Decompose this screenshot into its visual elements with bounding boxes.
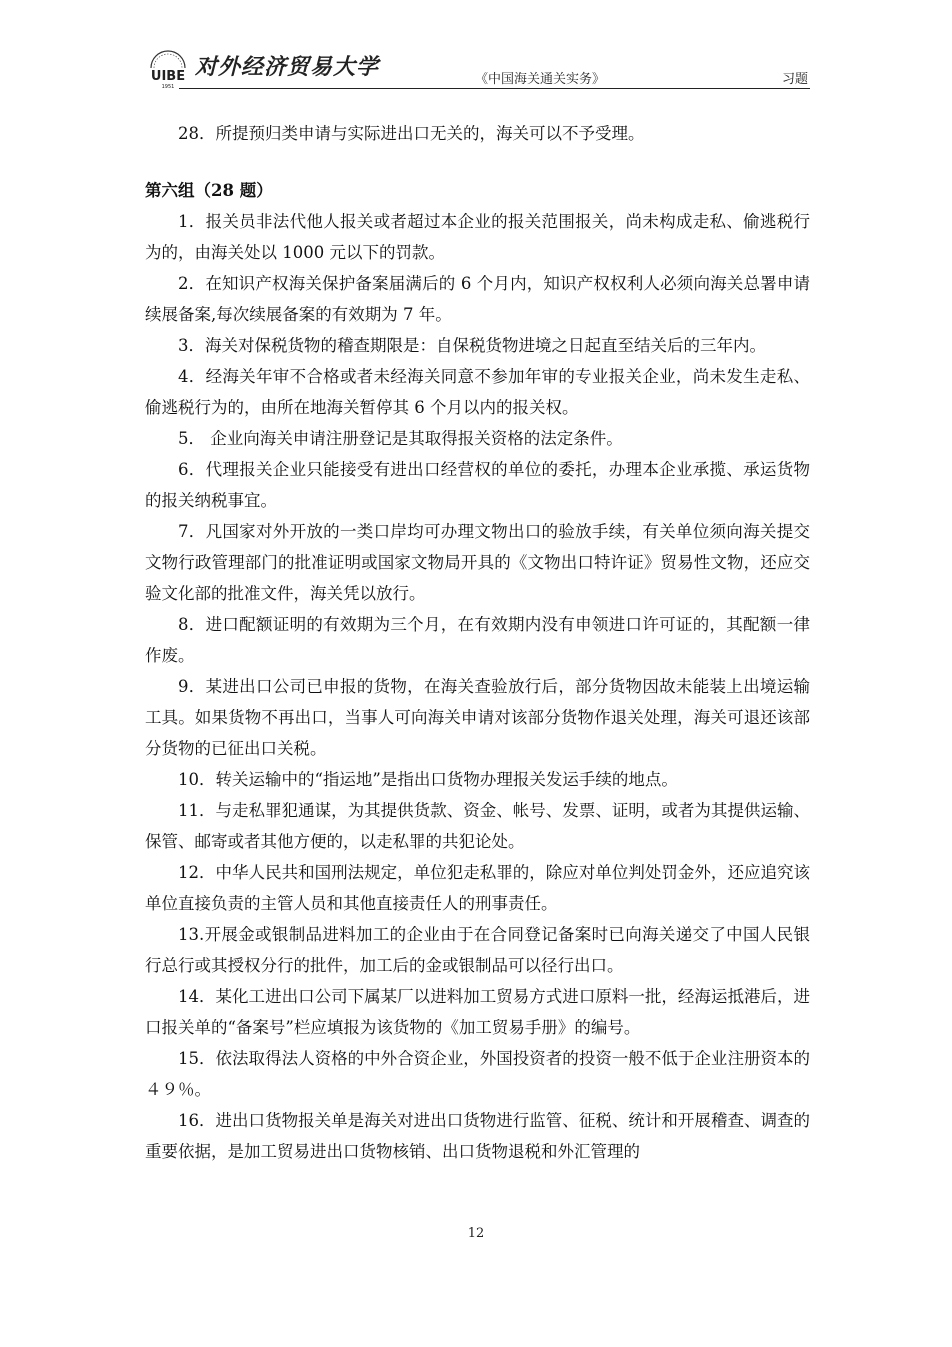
question-item: 11．与走私罪犯通谋，为其提供货款、资金、帐号、发票、证明，或者为其提供运输、保管、邮寄或者其他方便的，以走私罪的共犯论处。 <box>145 801 810 851</box>
university-logo-icon <box>145 48 191 90</box>
question-item: 7．凡国家对外开放的一类口岸均可办理文物出口的验放手续，有关单位须向海关提交文物行政管理部门的批准证明或国家文物局开具的《文物出口特许证》贸易性文物，还应交验文化部的批准文件，海关凭以放行。 <box>145 522 810 603</box>
question-item: 28．所提预归类申请与实际进出口无关的，海关可以不予受理。 <box>178 124 645 143</box>
question-item: 8．进口配额证明的有效期为三个月，在有效期内没有申领进口许可证的，其配额一律作废。 <box>145 615 810 665</box>
page-header <box>145 44 810 94</box>
question-item: 9．某进出口公司已申报的货物，在海关查验放行后，部分货物因故未能装上出境运输工具。如果货物不再出口，当事人可向海关申请对该部分货物作退关处理，海关可退还该部分货物的已征出口关税。 <box>145 677 810 758</box>
page-content <box>145 118 810 1167</box>
question-item: 5． 企业向海关申请注册登记是其取得报关资格的法定条件。 <box>178 429 623 448</box>
page-number: 12 <box>467 1226 485 1241</box>
university-name: 对外经济贸易大学 <box>195 54 380 80</box>
question-item: 12．中华人民共和国刑法规定，单位犯走私罪的，除应对单位判处罚金外，还应追究该单位直接负责的主管人员和其他直接责任人的刑事责任。 <box>145 863 810 913</box>
group-title: 第六组（28 题） <box>145 181 273 200</box>
question-item: 13.开展金或银制品进料加工的企业由于在合同登记备案时已向海关递交了中国人民银行总行或其授权分行的批件，加工后的金或银制品可以径行出口。 <box>145 925 810 975</box>
question-item: 14．某化工进出口公司下属某厂以进料加工贸易方式进口原料一批，经海运抵港后，进口报关单的“备案号”栏应填报为该货物的《加工贸易手册》的编号。 <box>145 987 810 1037</box>
question-item: 3．海关对保税货物的稽查期限是：自保税货物进境之日起直至结关后的三年内。 <box>178 336 766 355</box>
question-item: 16．进出口货物报关单是海关对进出口货物进行监管、征税、统计和开展稽查、调查的重要依据，是加工贸易进出口货物核销、出口货物退税和外汇管理的 <box>145 1111 810 1161</box>
header-rule <box>179 88 810 89</box>
question-item: 10．转关运输中的“指运地”是指出口货物办理报关发运手续的地点。 <box>178 770 678 789</box>
logo-year: 1951 <box>161 84 175 90</box>
section-label: 习题 <box>781 72 808 87</box>
question-item: 2．在知识产权海关保护备案届满后的 6 个月内，知识产权权利人必须向海关总署申请续展备案,每次续展备案的有效期为 7 年。 <box>145 274 810 324</box>
course-title: 《中国海关通关实务》 <box>475 72 606 87</box>
question-item: 4．经海关年审不合格或者未经海关同意不参加年审的专业报关企业，尚未发生走私、偷逃税行为的，由所在地海关暂停其 6 个月以内的报关权。 <box>145 367 810 417</box>
question-item: 1．报关员非法代他人报关或者超过本企业的报关范围报关，尚未构成走私、偷逃税行为的，由海关处以 1000 元以下的罚款。 <box>145 212 810 262</box>
logo-text: UIBE <box>150 69 186 84</box>
question-item: 6．代理报关企业只能接受有进出口经营权的单位的委托，办理本企业承揽、承运货物的报关纳税事宜。 <box>145 460 810 510</box>
question-item: 15．依法取得法人资格的中外合资企业，外国投资者的投资一般不低于企业注册资本的４９％。 <box>145 1049 810 1099</box>
